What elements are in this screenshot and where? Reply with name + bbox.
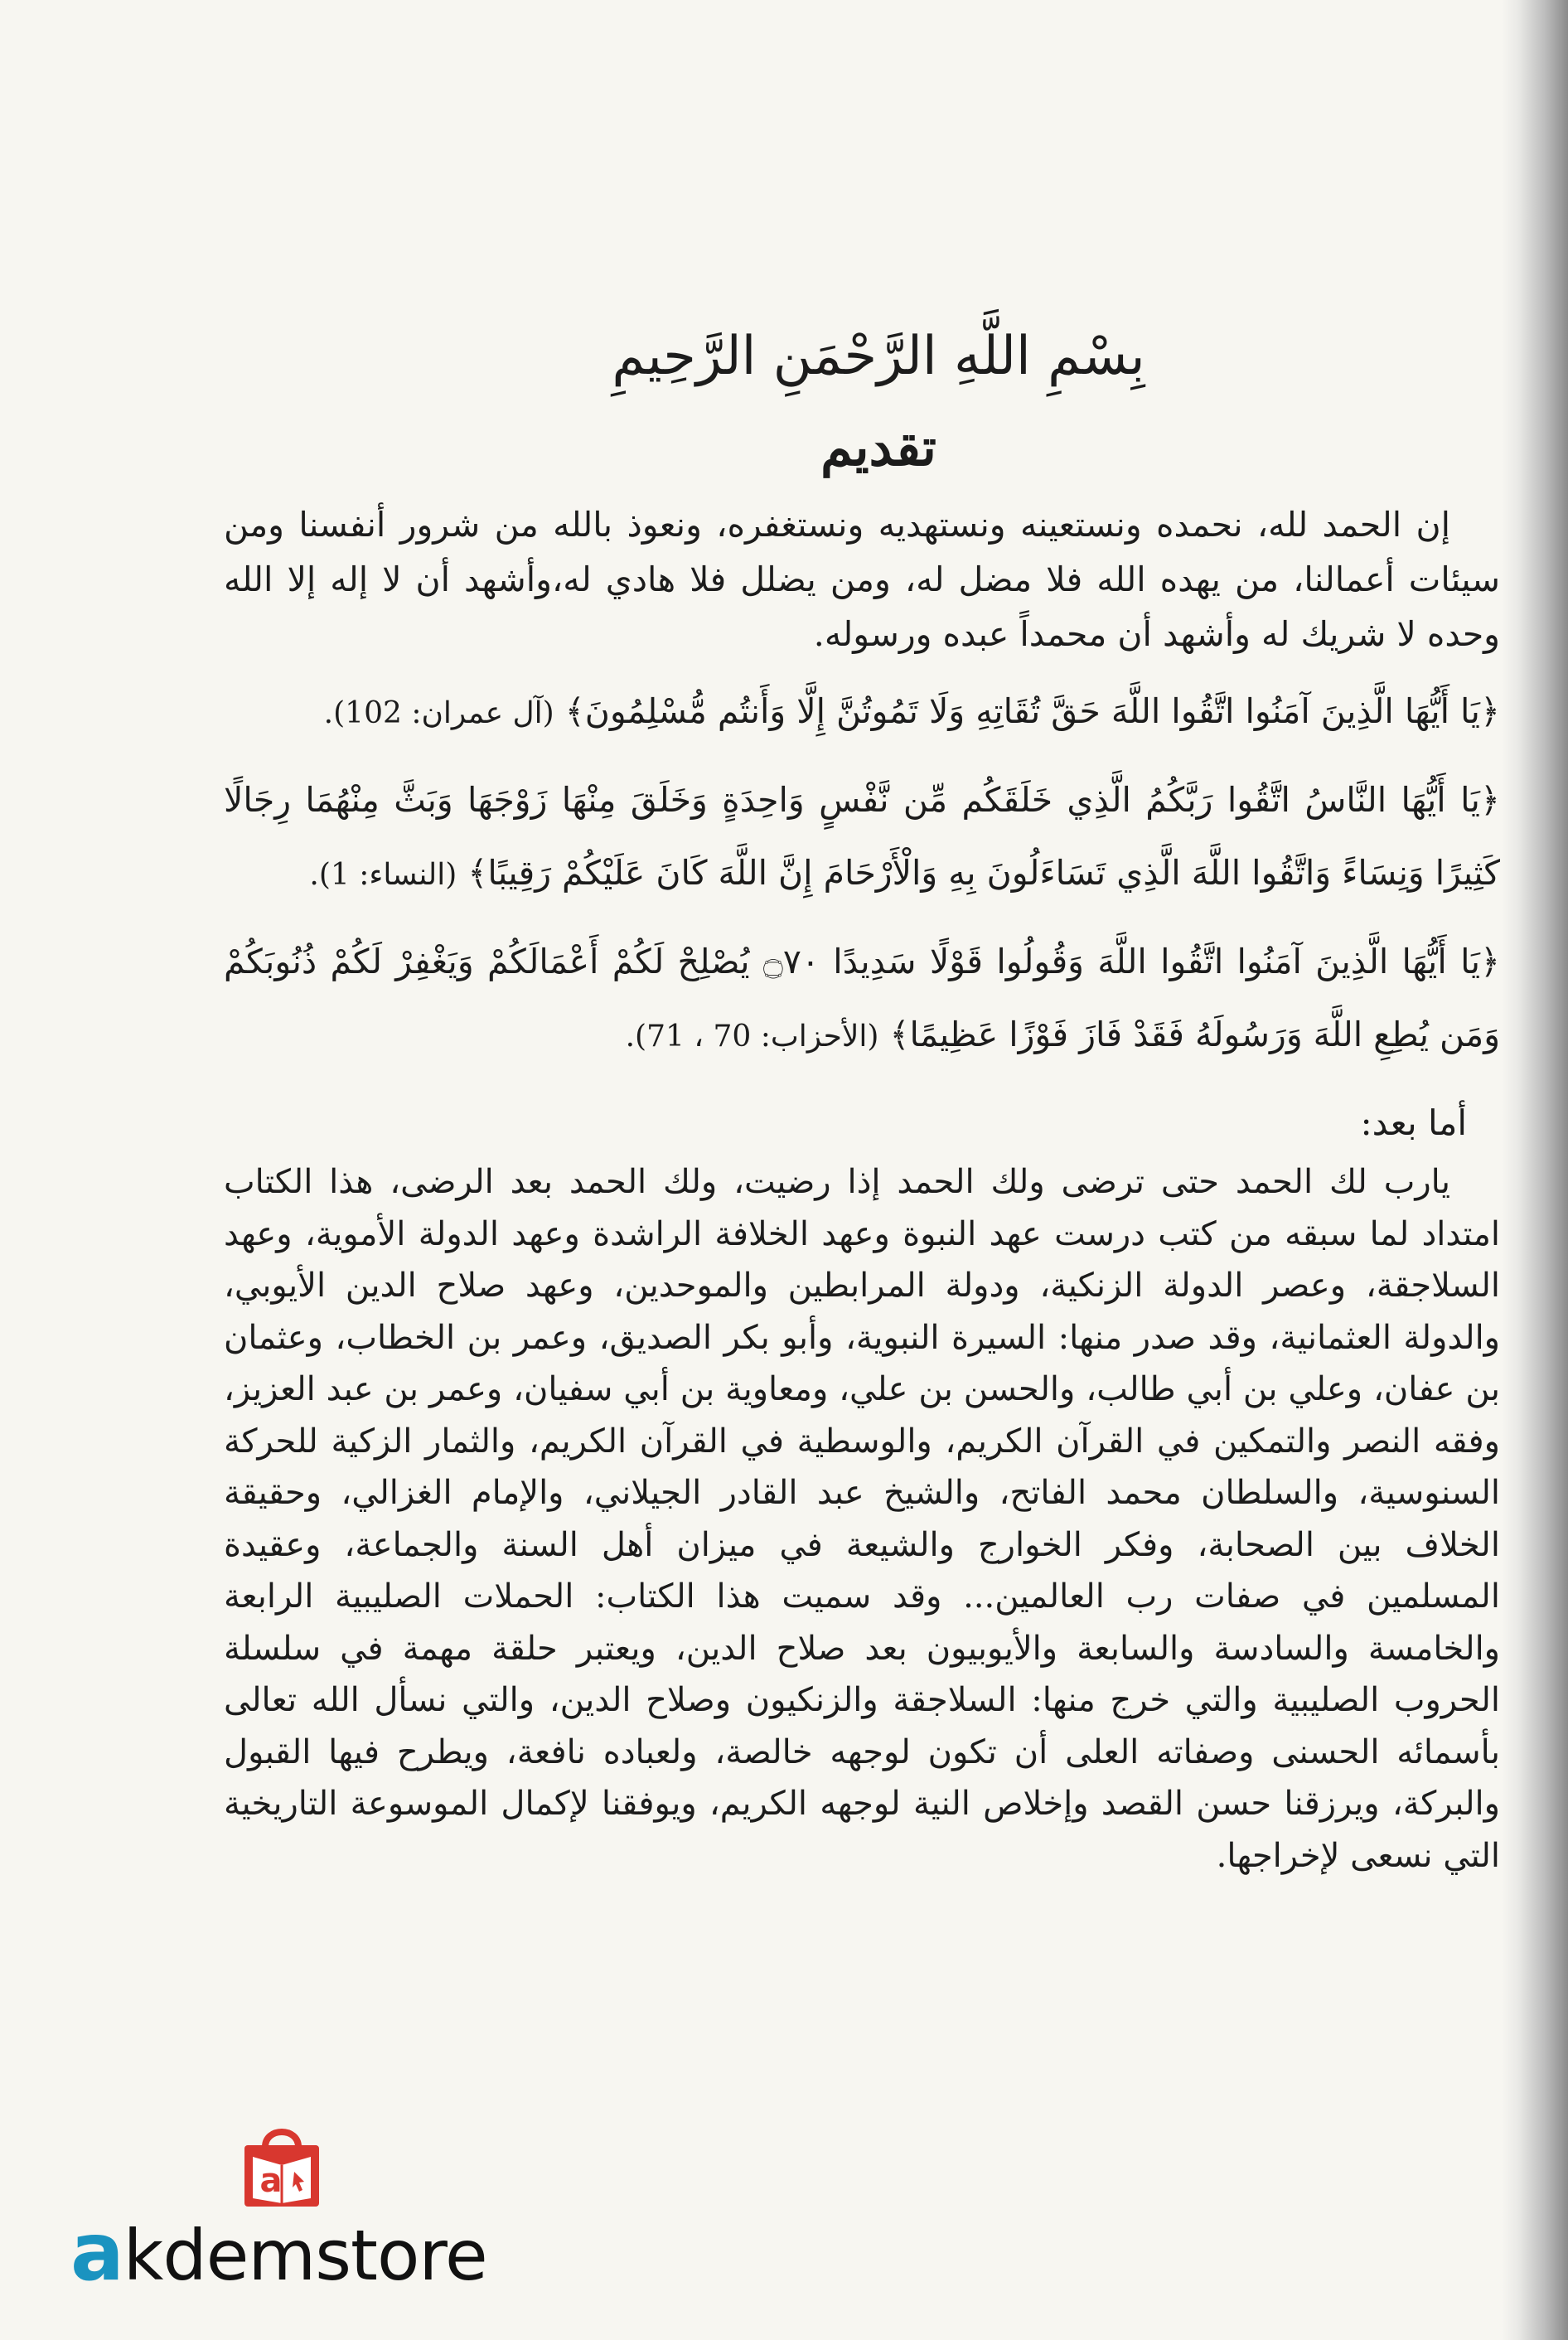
page-edge-shadow [1502,0,1568,2340]
quran-verse-3 [224,925,1500,1073]
basmala-heading: بِسْمِ اللَّهِ الرَّحْمَنِ الرَّحِيمِ [612,326,1145,387]
book-page [224,315,1500,1882]
store-name [70,2206,487,2299]
opening-paragraph: إن الحمد لله، نحمده ونستعينه ونستهديه ونستغفره، ونعوذ بالله من شرور أنفسنا ومن سيئات أعمالنا، من يهده الله فلا مضل له، ومن يضلل فلا هادي له،وأشهد أن لا إله إلا الله وحده لا شريك له وأشهد أن محمداً عبده ورسوله. [224,505,1500,654]
store-name-prefix: a [70,2206,123,2299]
store-watermark-logo [70,2120,501,2299]
verse-text: ﴿يَا أَيُّهَا الَّذِينَ آمَنُوا اتَّقُوا اللَّهَ وَقُولُوا قَوْلًا سَدِيدًا ۝٧٠ يُصْلِحْ لَكُمْ أَعْمَالَكُمْ وَيَغْفِرْ لَكُمْ ذُنُوبَكُمْ وَمَن يُطِعِ اللَّهَ وَرَسُولَهُ فَقَدْ فَازَ فَوْزًا عَظِيمًا﴾ [224,942,1500,1054]
verse-reference: (الأحزاب: 70 ، 71). [625,1020,879,1054]
shopping-bag-book-icon [236,2120,327,2212]
section-opener: أما بعد: [1360,1102,1467,1143]
verse-text: ﴿يَا أَيُّهَا النَّاسُ اتَّقُوا رَبَّكُمُ الَّذِي خَلَقَكُم مِّن نَّفْسٍ وَاحِدَةٍ وَخَلَقَ مِنْهَا زَوْجَهَا وَبَثَّ مِنْهُمَا رِجَالًا كَثِيرًا وَنِسَاءً وَاتَّقُوا اللَّهَ الَّذِي تَسَاءَلُونَ بِهِ وَالْأَرْحَامَ إِنَّ اللَّهَ كَانَ عَلَيْكُمْ رَقِيبًا﴾ [224,780,1500,893]
page-title: تقديم [820,417,936,477]
body-paragraph: يارب لك الحمد حتى ترضى ولك الحمد إذا رضيت، ولك الحمد بعد الرضى، هذا الكتاب امتداد لما سبقه من كتب درست عهد النبوة وعهد الخلافة الراشدة وعهد الدولة الأموية، وعهد السلاجقة، وعصر الدولة الزنكية، ودولة المرابطين والموحدين، وعهد صلاح الدين الأيوبي، والدولة العثمانية، وقد صدر منها: السيرة النبوية، وأبو بكر الصديق، وعمر بن الخطاب، وعثمان بن عفان، وعلي بن أبي طالب، والحسن بن علي، ومعاوية بن أبي سفيان، وعمر بن عبد العزيز، وفقه النصر والتمكين في القرآن الكريم، والوسطية في القرآن الكريم، والثمار الزكية للحركة السنوسية، والسلطان محمد الفاتح، والشيخ عبد القادر الجيلاني، والإمام الغزالي، وحقيقة الخلاف بين الصحابة، وفكر الخوارج والشيعة في ميزان أهل السنة والجماعة، وعقيدة المسلمين في صفات رب العالمين... وقد سميت هذا الكتاب: الحملات الصليبية الرابعة والخامسة والسادسة والسابعة والأيوبيون بعد صلاح الدين، ويعتبر حلقة مهمة في سلسلة الحروب الصليبية والتي خرج منها: السلاجقة والزنكيون وصلاح الدين، والتي نسأل الله تعالى بأسمائه الحسنى وصفاته العلى أن تكون لوجهه خالصة، ولعباده نافعة، ويطرح فيها القبول والبركة، ويرزقنا حسن القصد وإخلاص النية لوجهه الكريم، ويوفقنا لإكمال الموسوعة التاريخية التي نسعى لإخراجها. [224,1163,1500,1875]
quran-verse-2 [224,763,1500,912]
quran-verse-1 [224,675,1500,750]
logo-icon-letter: a [259,2162,283,2200]
verse-reference: (آل عمران: 102). [323,696,554,730]
store-name-rest: kdemstore [123,2215,487,2296]
verse-reference: (النساء: 1). [309,858,457,892]
verse-text: ﴿يَا أَيُّهَا الَّذِينَ آمَنُوا اتَّقُوا اللَّهَ حَقَّ تُقَاتِهِ وَلَا تَمُوتُنَّ إِلَّا وَأَنتُم مُّسْلِمُونَ﴾ [564,691,1500,731]
